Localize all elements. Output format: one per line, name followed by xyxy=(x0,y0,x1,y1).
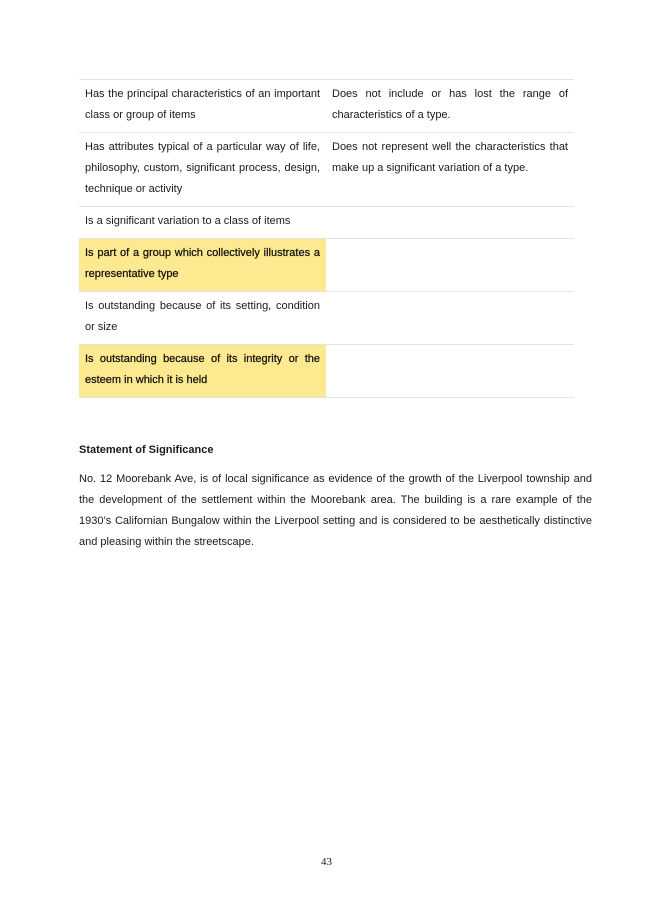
criteria-exclude-cell xyxy=(326,207,574,239)
criteria-include-cell: Has the principal characteristics of an important class or group of items xyxy=(79,80,326,133)
criteria-include-cell: Is a significant variation to a class of items xyxy=(79,207,326,239)
criteria-exclude-cell: Does not represent well the characteristics that make up a significant variation of a type. xyxy=(326,133,574,207)
criteria-exclude-cell xyxy=(326,292,574,345)
section-heading: Statement of Significance xyxy=(79,444,214,456)
table-row xyxy=(79,345,574,398)
table-row xyxy=(79,292,574,345)
criteria-table xyxy=(79,79,574,398)
criteria-include-cell: Has attributes typical of a particular way of life, philosophy, custom, significant process, design, technique or activity xyxy=(79,133,326,207)
criteria-include-cell-highlighted: Is outstanding because of its integrity or the esteem in which it is held xyxy=(79,345,326,398)
table-row xyxy=(79,133,574,207)
statement-body: No. 12 Moorebank Ave, is of local significance as evidence of the growth of the Liverpool township and the development of the settlement within the Moorebank area. The building is a rare example of the 1930’s Californian Bungalow within the Liverpool setting and is considered to be aesthetically distinctive and pleasing within the streetscape. xyxy=(79,473,592,548)
criteria-exclude-cell xyxy=(326,239,574,292)
page-number: 43 xyxy=(321,856,332,868)
table-row xyxy=(79,207,574,239)
table-row xyxy=(79,80,574,133)
criteria-exclude-cell xyxy=(326,345,574,398)
criteria-exclude-cell: Does not include or has lost the range of characteristics of a type. xyxy=(326,80,574,133)
criteria-include-cell: Is outstanding because of its setting, condition or size xyxy=(79,292,326,345)
criteria-include-cell-highlighted: Is part of a group which collectively illustrates a representative type xyxy=(79,239,326,292)
table-row xyxy=(79,239,574,292)
